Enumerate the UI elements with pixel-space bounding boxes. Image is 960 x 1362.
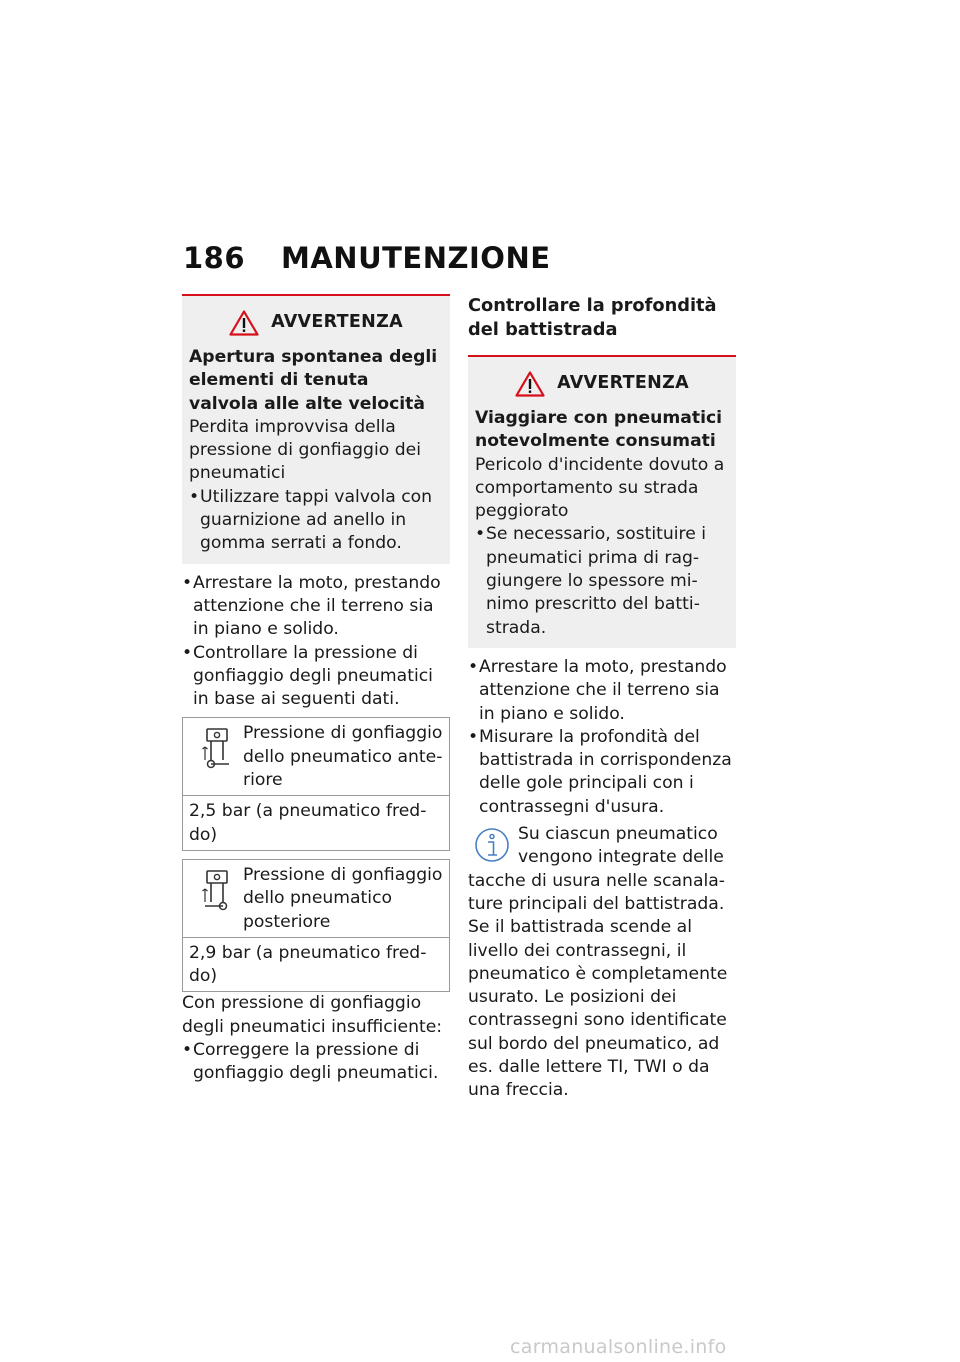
info-note (468, 823, 736, 1103)
list-item: • Se necessario, sostituire i pneumatici prima di raggiungere lo spessore minimo prescritto del battistrada. (475, 523, 729, 639)
spec-value: 2,9 bar (a pneumatico freddo) (183, 937, 449, 992)
warning-header (189, 310, 443, 336)
after-text: Con pressione di gonfiaggio degli pneumatici insufficiente: (182, 993, 443, 1037)
list-item: • Arrestare la moto, prestando attenzione che il terreno sia in piano e solido. (182, 572, 450, 642)
list-item: • Arrestare la moto, prestando attenzione che il terreno sia in piano e solido. (468, 656, 736, 726)
procedure-bullets (182, 572, 450, 712)
spec-front-pressure (182, 717, 450, 850)
warning-triangle-icon (515, 371, 545, 397)
watermark: carmanualsonline.info (510, 1336, 727, 1358)
warning-text: Pericolo d'incidente dovuto a comportamento su strada peggiorato (475, 454, 725, 522)
warning-bullets (189, 486, 443, 556)
spec-value: 2,5 bar (a pneumatico freddo) (183, 795, 449, 850)
warning-box-valve (182, 294, 450, 564)
right-column (468, 294, 736, 1103)
warning-text: Perdita improvvisa della pressione di gonfiaggio dei pneumatici (189, 416, 421, 484)
left-column (182, 294, 450, 1086)
page-title: MANUTENZIONE (281, 241, 551, 275)
list-item: • Utilizzare tappi valvola con guarnizione ad anello in gomma serrati a fondo. (189, 486, 443, 556)
list-item: • Correggere la pressione di gonfiaggio degli pneumatici. (182, 1039, 450, 1086)
info-text: Su ciascun pneumatico vengono integrate delle tacche di usura nelle scanalature principali del battistrada. Se il battistrada scende al livello dei contrassegni, il pneumatico è completamente usurato. Le posizioni dei contrassegni sono identificate sul bordo del pneumatico, ad es. dalle lettere TI, TWI o da una freccia. (468, 824, 728, 1101)
warning-bullets (475, 523, 729, 639)
info-icon (474, 825, 510, 865)
tire-pressure-gauge-icon (197, 868, 237, 912)
list-item: • Controllare la pressione di gonfiaggio degli pneumatici in base ai seguenti dati. (182, 642, 450, 712)
warning-box-tread (468, 355, 736, 648)
warning-label: AVVERTENZA (557, 373, 689, 394)
section-title: Controllare la profondità del battistrada (468, 295, 717, 340)
page-header (183, 241, 551, 275)
procedure-bullets (468, 656, 736, 819)
page-number: 186 (183, 241, 246, 275)
spec-label: Pressione di gonfiaggio dello pneumatico posteriore (243, 864, 443, 932)
list-item: • Misurare la profondità del battistrada in corrispondenza delle gole principali con i contrassegni d'usura. (468, 726, 736, 819)
tire-pressure-gauge-icon (197, 726, 237, 770)
warning-title: Viaggiare con pneumatici notevolmente consumati (475, 408, 723, 452)
warning-title: Apertura spontanea degli elementi di tenuta valvola alle alte velocità (189, 347, 438, 414)
warning-header (475, 371, 729, 397)
warning-triangle-icon (229, 310, 259, 336)
spec-rear-pressure (182, 859, 450, 992)
warning-label: AVVERTENZA (271, 312, 403, 333)
after-bullets (182, 1039, 450, 1086)
spec-label: Pressione di gonfiaggio dello pneumatico anteriore (243, 723, 443, 791)
